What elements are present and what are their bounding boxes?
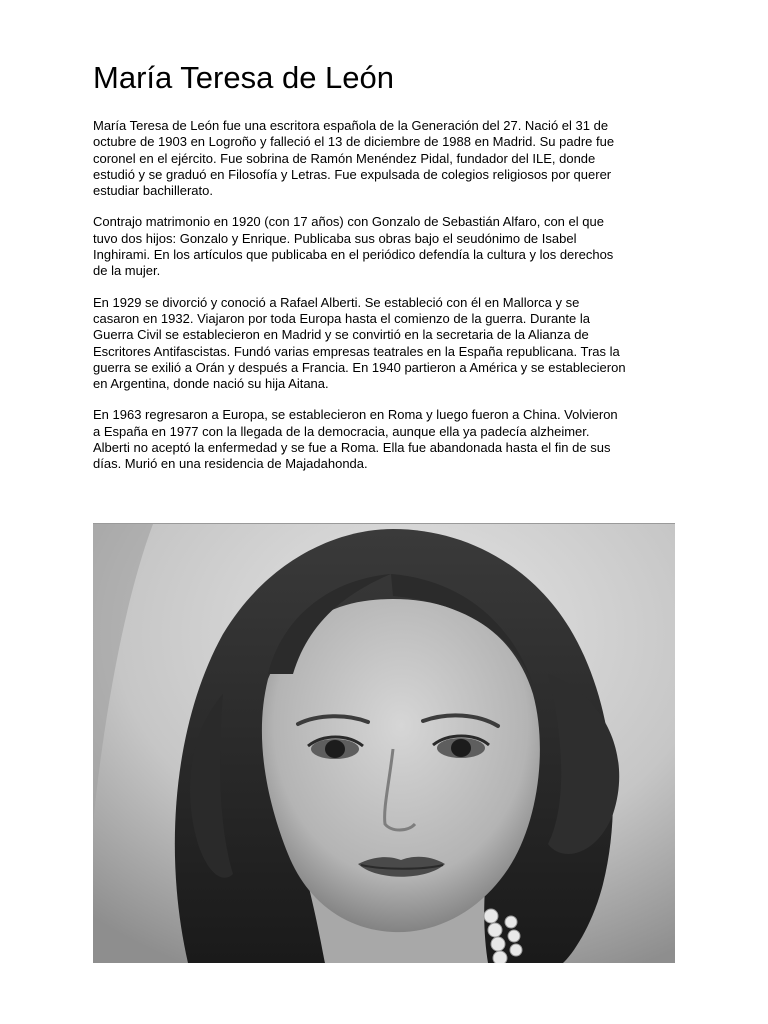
text-line: tuvo dos hijos: Gonzalo y Enrique. Publicaba sus obras bajo el seudónimo de Isabel <box>93 230 577 246</box>
text-line: Contrajo matrimonio en 1920 (con 17 años) con Gonzalo de Sebastián Alfaro, con el que <box>93 214 604 230</box>
text-line: de la mujer. <box>93 263 161 279</box>
text-line: estudiar bachillerato. <box>93 183 213 199</box>
text-line: días. Murió en una residencia de Majadahonda. <box>93 456 368 472</box>
text-line: casaron en 1932. Viajaron por toda Europa hasta el comienzo de la guerra. Durante la <box>93 310 590 326</box>
text-line: Guerra Civil se establecieron en Madrid y se convirtió en la secretaria de la Alianza de <box>93 327 589 343</box>
text-line: estudió y se graduó en Filosofía y Letras. Fue expulsada de colegios religiosos por querer <box>93 166 612 182</box>
text-line: octubre de 1903 en Logroño y falleció el 13 de diciembre de 1988 en Madrid. Su padre fue <box>93 134 615 150</box>
text-line: En 1929 se divorció y conoció a Rafael Alberti. Se estableció con él en Mallorca y se <box>93 294 580 310</box>
text-line: coronel en el ejército. Fue sobrina de Ramón Menéndez Pidal, fundador del ILE, donde <box>93 150 596 166</box>
text-line: Escritores Antifascistas. Fundó varias empresas teatrales en la España republicana. Tras la <box>93 343 620 359</box>
text-line: en Argentina, donde nació su hija Aitana. <box>93 376 329 392</box>
text-line: Inghirami. En los artículos que publicaba en el periódico defendía la cultura y los derechos <box>93 247 614 263</box>
text-line: En 1963 regresaron a Europa, se establecieron en Roma y luego fueron a China. Volvieron <box>93 407 618 423</box>
text-line: guerra se exilió a Orán y después a Francia. En 1940 partieron a América y se establecieron <box>93 359 626 375</box>
paragraph-3 <box>93 295 673 393</box>
page-title: María Teresa de León <box>93 60 395 95</box>
text-line: a España en 1977 con la llegada de la democracia, aunque ella ya padecía alzheimer. <box>93 423 590 439</box>
paragraph-1 <box>93 118 673 199</box>
text-line: Alberti no aceptó la enfermedad y se fue a Roma. Ella fue abandonada hasta el fin de sus <box>93 440 611 456</box>
paragraph-2 <box>93 214 673 279</box>
portrait-illustration <box>93 524 675 963</box>
paragraph-4 <box>93 407 673 472</box>
portrait-photo <box>93 524 675 963</box>
body-text <box>93 118 673 488</box>
text-line: María Teresa de León fue una escritora española de la Generación del 27. Nació el 31 de <box>93 118 609 133</box>
